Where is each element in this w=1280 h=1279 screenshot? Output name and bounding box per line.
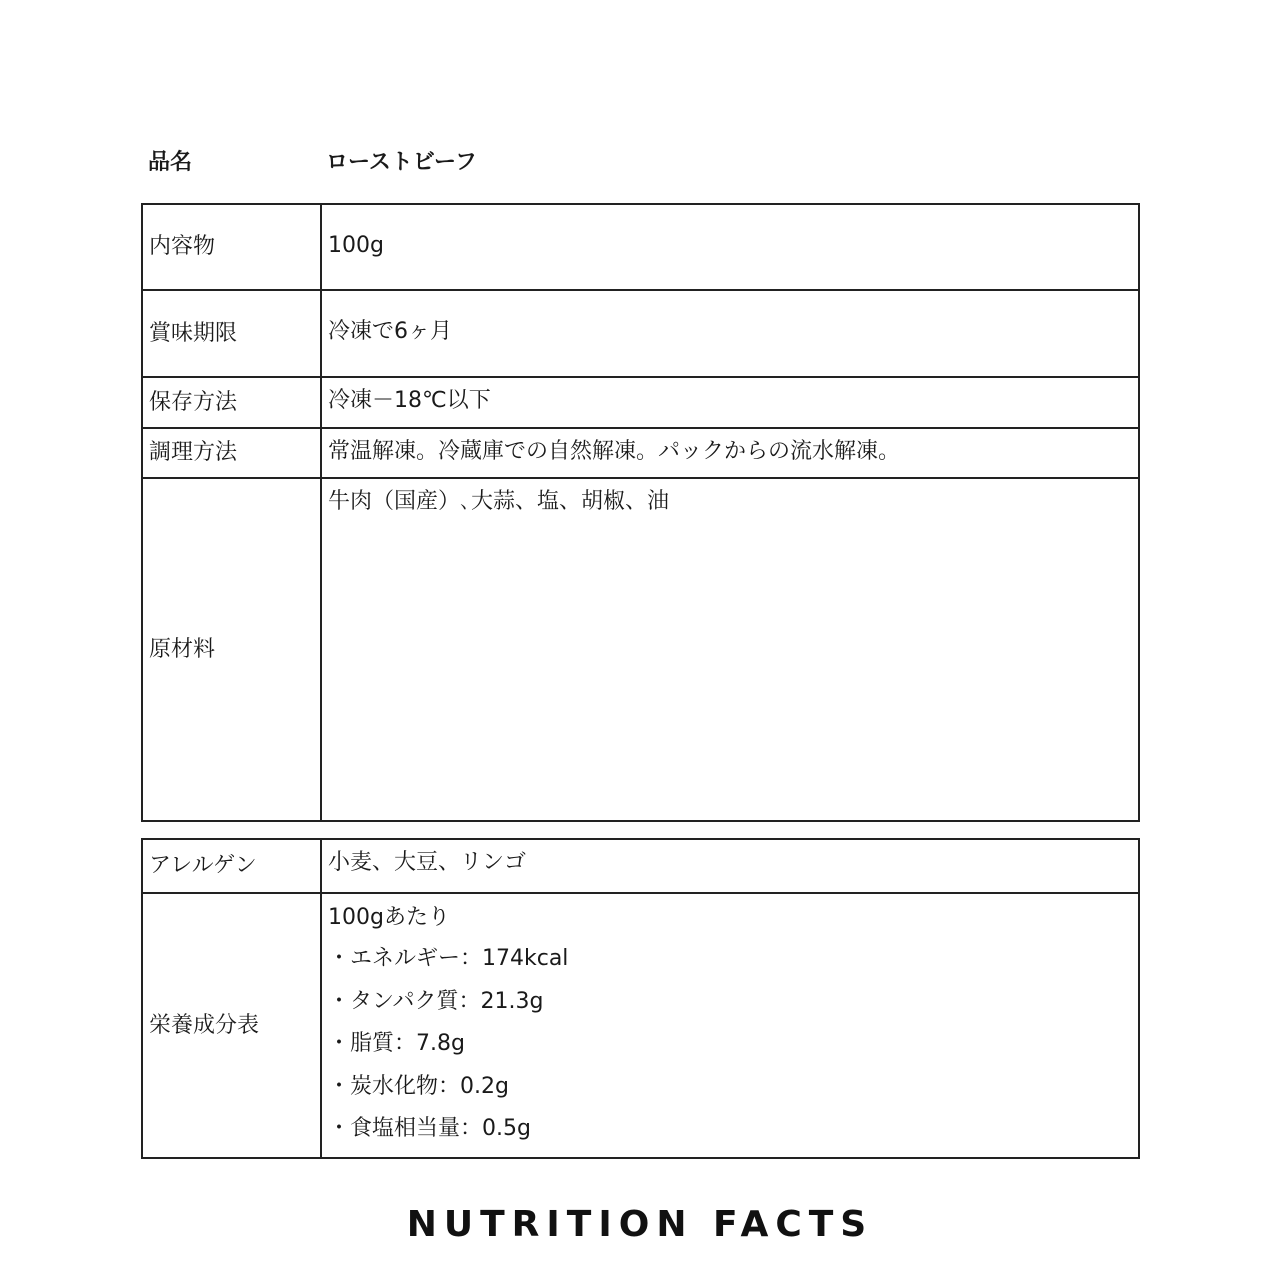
- nutrition-label: 栄養成分表: [142, 893, 321, 1158]
- product-name-label: 品名: [148, 150, 193, 175]
- storage-value: 冷凍－18℃以下: [321, 377, 1139, 428]
- product-spec-table: [141, 203, 1140, 822]
- nutrition-header: 100gあたり: [328, 905, 450, 930]
- contents-label: 内容物: [142, 204, 321, 290]
- storage-label: 保存方法: [142, 377, 321, 428]
- nutrition-item-protein: ・タンパク質：21.3g: [328, 988, 544, 1014]
- ingredients-value: 牛肉（国産）､大蒜、塩、胡椒、油: [321, 478, 1139, 821]
- nutrition-values: [321, 893, 1139, 1158]
- ingredients-label: 原材料: [142, 478, 321, 821]
- cooking-value: 常温解凍。冷蔵庫での自然解凍。パックからの流水解凍。: [321, 428, 1139, 478]
- footer-title: NUTRITION FACTS: [406, 1204, 874, 1245]
- allergen-value: 小麦、大豆、リンゴ: [321, 839, 1139, 893]
- nutrition-list: [328, 902, 1132, 1151]
- expiry-label: 賞味期限: [142, 290, 321, 377]
- nutrition-item-energy: ・エネルギー：174kcal: [328, 946, 569, 971]
- nutrition-item-salt: ・食塩相当量：0.5g: [328, 1116, 531, 1141]
- nutrition-item-fat: ・脂質：7.8g: [328, 1031, 465, 1056]
- table-row: [142, 428, 1139, 478]
- expiry-value: 冷凍で6ヶ月: [321, 290, 1139, 377]
- table-row: [142, 839, 1139, 893]
- cooking-label: 調理方法: [142, 428, 321, 478]
- table-row: [142, 478, 1139, 821]
- table-row: [142, 290, 1139, 377]
- table-row: [142, 893, 1139, 1158]
- product-name-row: [148, 146, 1138, 180]
- table-row: [142, 204, 1139, 290]
- contents-value: 100g: [321, 204, 1139, 290]
- product-name-value: ローストビーフ: [326, 150, 477, 175]
- table-row: [142, 377, 1139, 428]
- allergen-label: アレルゲン: [142, 839, 321, 893]
- allergen-nutrition-table: [141, 838, 1140, 1159]
- nutrition-item-carbohydrate: ・炭水化物：0.2g: [328, 1073, 509, 1099]
